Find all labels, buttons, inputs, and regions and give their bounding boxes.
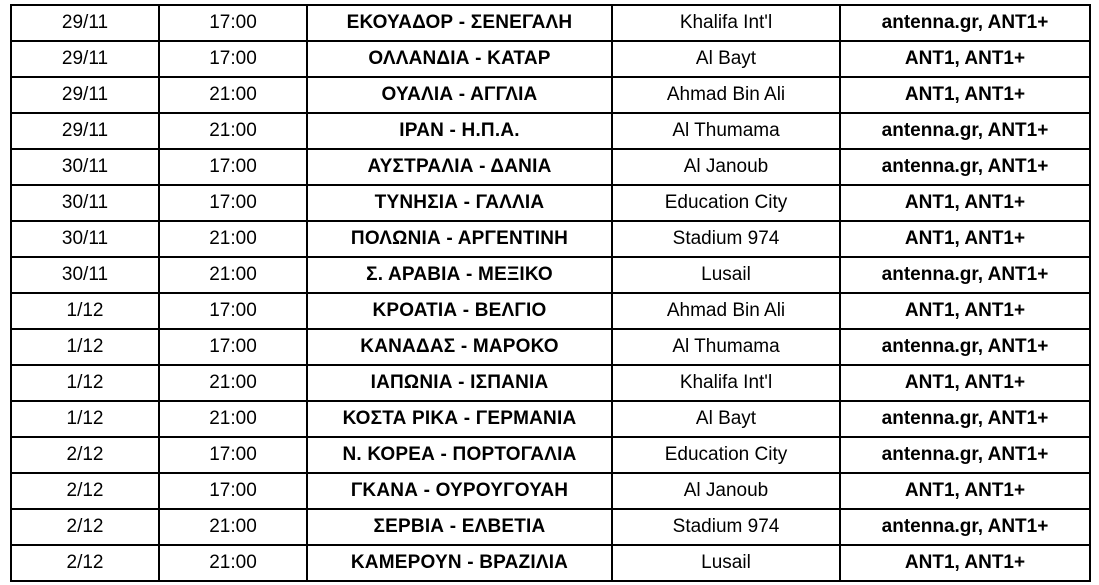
match-time: 17:00 [159, 5, 307, 41]
match-time: 21:00 [159, 545, 307, 581]
table-row [11, 113, 1090, 149]
match-venue: Lusail [612, 545, 840, 581]
match-teams: Σ. ΑΡΑΒΙΑ - ΜΕΞΙΚΟ [307, 257, 612, 293]
match-venue: Stadium 974 [612, 509, 840, 545]
table-row [11, 185, 1090, 221]
match-time: 21:00 [159, 257, 307, 293]
match-channels: ANT1, ANT1+ [840, 221, 1090, 257]
match-teams: ΚΡΟΑΤΙΑ - ΒΕΛΓΙΟ [307, 293, 612, 329]
match-date: 1/12 [11, 401, 159, 437]
table-row [11, 293, 1090, 329]
match-time: 21:00 [159, 401, 307, 437]
match-date: 29/11 [11, 41, 159, 77]
match-time: 17:00 [159, 149, 307, 185]
match-channels: antenna.gr, ANT1+ [840, 149, 1090, 185]
match-venue: Lusail [612, 257, 840, 293]
match-venue: Ahmad Bin Ali [612, 293, 840, 329]
table-row [11, 437, 1090, 473]
table-row [11, 221, 1090, 257]
table-row [11, 509, 1090, 545]
match-channels: ANT1, ANT1+ [840, 545, 1090, 581]
match-teams: ΚΟΣΤΑ ΡΙΚΑ - ΓΕΡΜΑΝΙΑ [307, 401, 612, 437]
match-date: 1/12 [11, 365, 159, 401]
match-channels: ANT1, ANT1+ [840, 77, 1090, 113]
match-date: 2/12 [11, 545, 159, 581]
match-time: 21:00 [159, 365, 307, 401]
match-time: 17:00 [159, 41, 307, 77]
match-venue: Education City [612, 437, 840, 473]
match-teams: ΚΑΝΑΔΑΣ - ΜΑΡΟΚΟ [307, 329, 612, 365]
match-teams: ΤΥΝΗΣΙΑ - ΓΑΛΛΙΑ [307, 185, 612, 221]
match-teams: ΓΚΑΝΑ - ΟΥΡΟΥΓΟΥΑΗ [307, 473, 612, 509]
match-schedule-table [10, 4, 1091, 582]
match-date: 1/12 [11, 293, 159, 329]
match-teams: ΚΑΜΕΡΟΥΝ - ΒΡΑΖΙΛΙΑ [307, 545, 612, 581]
match-time: 17:00 [159, 473, 307, 509]
match-venue: Al Janoub [612, 149, 840, 185]
match-venue: Khalifa Int'l [612, 5, 840, 41]
match-teams: ΟΥΑΛΙΑ - ΑΓΓΛΙΑ [307, 77, 612, 113]
match-teams: Ν. ΚΟΡΕΑ - ΠΟΡΤΟΓΑΛΙΑ [307, 437, 612, 473]
match-venue: Education City [612, 185, 840, 221]
match-venue: Al Bayt [612, 41, 840, 77]
table-row [11, 365, 1090, 401]
match-channels: antenna.gr, ANT1+ [840, 401, 1090, 437]
match-teams: ΕΚΟΥΑΔΟΡ - ΣΕΝΕΓΑΛΗ [307, 5, 612, 41]
match-teams: ΣΕΡΒΙΑ - ΕΛΒΕΤΙΑ [307, 509, 612, 545]
match-time: 17:00 [159, 293, 307, 329]
match-teams: ΠΟΛΩΝΙΑ - ΑΡΓΕΝΤΙΝΗ [307, 221, 612, 257]
match-date: 2/12 [11, 437, 159, 473]
match-channels: ANT1, ANT1+ [840, 41, 1090, 77]
match-channels: antenna.gr, ANT1+ [840, 5, 1090, 41]
match-teams: ΙΡΑΝ - Η.Π.Α. [307, 113, 612, 149]
match-date: 30/11 [11, 221, 159, 257]
match-venue: Ahmad Bin Ali [612, 77, 840, 113]
match-time: 21:00 [159, 509, 307, 545]
match-channels: ANT1, ANT1+ [840, 365, 1090, 401]
match-channels: antenna.gr, ANT1+ [840, 509, 1090, 545]
match-date: 2/12 [11, 509, 159, 545]
match-channels: antenna.gr, ANT1+ [840, 329, 1090, 365]
match-channels: antenna.gr, ANT1+ [840, 257, 1090, 293]
table-row [11, 149, 1090, 185]
match-date: 29/11 [11, 113, 159, 149]
table-row [11, 77, 1090, 113]
schedule-table-body [11, 5, 1090, 581]
match-venue: Al Bayt [612, 401, 840, 437]
match-time: 21:00 [159, 221, 307, 257]
table-row [11, 5, 1090, 41]
table-row [11, 329, 1090, 365]
match-date: 30/11 [11, 149, 159, 185]
match-teams: ΙΑΠΩΝΙΑ - ΙΣΠΑΝΙΑ [307, 365, 612, 401]
match-date: 29/11 [11, 77, 159, 113]
match-date: 2/12 [11, 473, 159, 509]
match-venue: Al Thumama [612, 113, 840, 149]
match-date: 1/12 [11, 329, 159, 365]
table-row [11, 545, 1090, 581]
table-row [11, 401, 1090, 437]
match-teams: ΟΛΛΑΝΔΙΑ - ΚΑΤΑΡ [307, 41, 612, 77]
match-channels: antenna.gr, ANT1+ [840, 437, 1090, 473]
match-teams: ΑΥΣΤΡΑΛΙΑ - ΔΑΝΙΑ [307, 149, 612, 185]
match-channels: ANT1, ANT1+ [840, 293, 1090, 329]
match-venue: Khalifa Int'l [612, 365, 840, 401]
match-time: 17:00 [159, 185, 307, 221]
match-time: 17:00 [159, 329, 307, 365]
match-venue: Al Thumama [612, 329, 840, 365]
match-time: 21:00 [159, 77, 307, 113]
match-date: 30/11 [11, 185, 159, 221]
match-time: 17:00 [159, 437, 307, 473]
match-venue: Al Janoub [612, 473, 840, 509]
match-channels: ANT1, ANT1+ [840, 473, 1090, 509]
table-row [11, 473, 1090, 509]
match-date: 30/11 [11, 257, 159, 293]
table-row [11, 257, 1090, 293]
match-date: 29/11 [11, 5, 159, 41]
match-channels: ANT1, ANT1+ [840, 185, 1090, 221]
table-row [11, 41, 1090, 77]
match-venue: Stadium 974 [612, 221, 840, 257]
match-time: 21:00 [159, 113, 307, 149]
match-channels: antenna.gr, ANT1+ [840, 113, 1090, 149]
